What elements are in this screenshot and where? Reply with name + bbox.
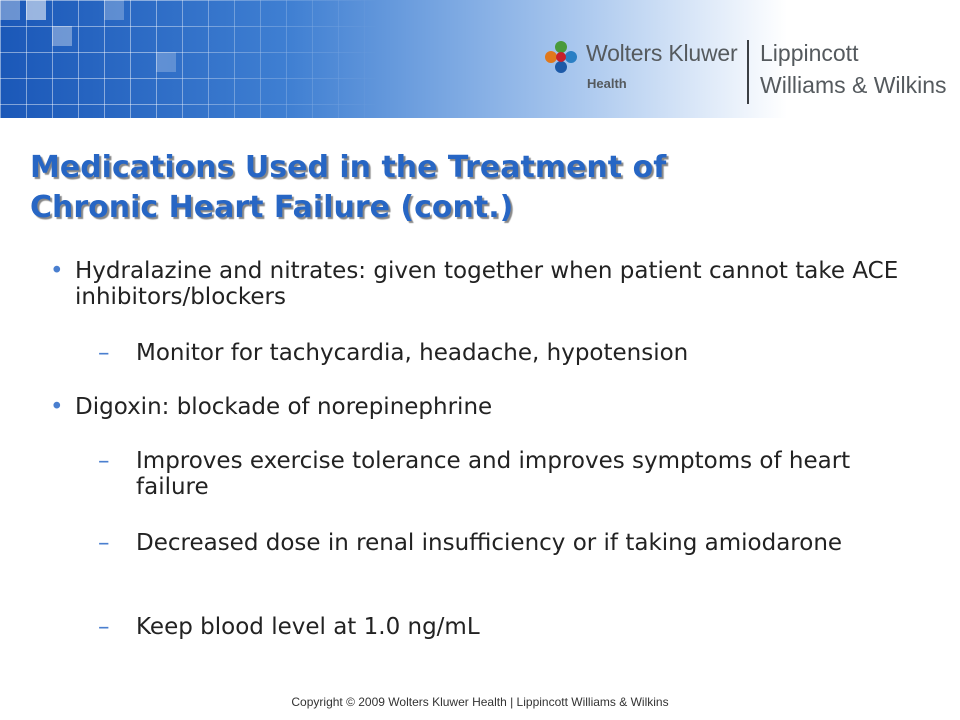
logo-divider xyxy=(747,40,749,104)
footer-copyright: Copyright © 2009 Wolters Kluwer Health | Lippincott Williams & Wilkins xyxy=(291,695,669,709)
sub-bullet-marker: – xyxy=(98,614,110,640)
slide-title-line2: Chronic Heart Failure (cont.) xyxy=(30,190,514,225)
sub-bullet-text: Improves exercise tolerance and improves symptoms of heart failure xyxy=(136,448,851,500)
publisher-logo xyxy=(540,36,960,108)
publisher-name-line1: Lippincott xyxy=(760,40,859,66)
sub-bullet-marker: – xyxy=(98,530,110,556)
bullet-text: Digoxin: blockade of norepinephrine xyxy=(75,394,493,420)
header-tile-pattern xyxy=(0,0,380,118)
wolters-kluwer-logo-icon xyxy=(544,40,578,74)
sub-bullet-text: Decreased dose in renal insufficiency or if taking amiodarone xyxy=(136,530,843,556)
sub-bullet-text: Monitor for tachycardia, headache, hypotension xyxy=(136,340,689,366)
sub-bullet-marker: – xyxy=(98,448,110,474)
bullet-marker: • xyxy=(50,394,64,420)
slide-title-line1: Medications Used in the Treatment of xyxy=(30,150,667,185)
bullet-text: Hydralazine and nitrates: given together when patient cannot take ACE inhibitors/blockers xyxy=(75,258,899,310)
brand-name: Wolters Kluwer xyxy=(586,40,738,66)
sub-bullet-text: Keep blood level at 1.0 ng/mL xyxy=(136,614,480,640)
bullet-marker: • xyxy=(50,258,64,284)
slide-title xyxy=(30,148,930,228)
publisher-name-line2: Williams & Wilkins xyxy=(760,72,947,98)
brand-division: Health xyxy=(587,76,627,91)
sub-bullet-marker: – xyxy=(98,340,110,366)
